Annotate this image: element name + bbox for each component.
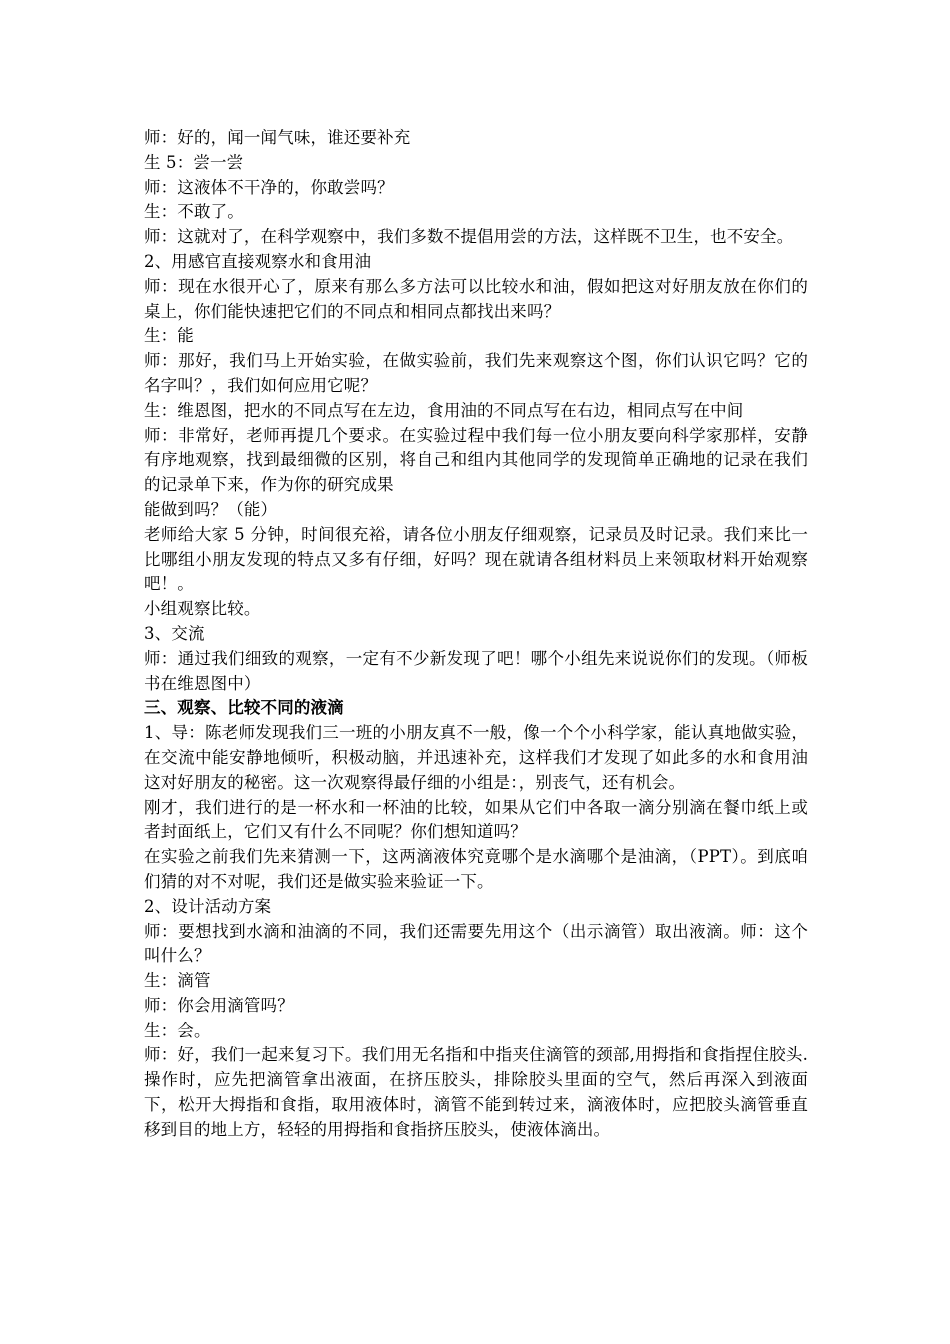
subsection-title: 2、用感官直接观察水和食用油 — [144, 251, 372, 271]
body-paragraph: 老师给大家 5 分钟，时间很充裕，请各位小朋友仔细观察，记录员及时记录。我们来比一比哪组小朋友发现的特点又多有仔细，好吗？现在就请各组材料员上来领取材料开始观察吧！。 — [144, 524, 808, 594]
subsection-title: 2、设计活动方案 — [144, 896, 272, 916]
dialogue-line: 生：滴管 — [144, 971, 211, 991]
dialogue-line: 生 5：尝一尝 — [144, 152, 244, 172]
section-heading: 三、观察、比较不同的液滴 — [144, 698, 344, 718]
body-paragraph: 小组观察比较。 — [144, 599, 261, 619]
dialogue-line: 师：要想找到水滴和油滴的不同，我们还需要先用这个（出示滴管）取出液滴。师：这个叫什么？ — [144, 921, 808, 966]
subsection-title: 3、交流 — [144, 623, 205, 643]
dialogue-line: 师：非常好，老师再提几个要求。在实验过程中我们每一位小朋友要向科学家那样，安静有序地观察，找到最细微的区别，将自己和组内其他同学的发现简单正确地的记录在我们的记录单下来，作为你的研究成果 — [144, 425, 808, 495]
dialogue-line: 师：你会用滴管吗？ — [144, 995, 294, 1015]
dialogue-line: 师：那好，我们马上开始实验，在做实验前，我们先来观察这个图，你们认识它吗？它的名字叫？，我们如何应用它呢？ — [144, 351, 808, 395]
dialogue-line: 师：这就对了，在科学观察中，我们多数不提倡用尝的方法，这样既不卫生，也不安全。 — [144, 227, 794, 247]
document-page — [144, 126, 808, 1143]
body-paragraph: 1、导：陈老师发现我们三一班的小朋友真不一般，像一个个小科学家，能认真地做实验，在交流中能安静地倾听，积极动脑，并迅速补充，这样我们才发现了如此多的水和食用油这对好朋友的秘密。这一次观察得最仔细的小组是：，别丧气，还有机会。 — [144, 723, 808, 792]
dialogue-line: 能做到吗？（能） — [144, 499, 278, 519]
body-paragraph: 在实验之前我们先来猜测一下，这两滴液体究竟哪个是水滴哪个是油滴，（PPT）。到底咱们猜的对不对呢，我们还是做实验来验证一下。 — [144, 847, 808, 891]
dialogue-line: 生：维恩图，把水的不同点写在左边，食用油的不同点写在右边，相同点写在中间 — [144, 400, 744, 420]
dialogue-line: 生：会。 — [144, 1020, 211, 1040]
dialogue-line: 生：能 — [144, 326, 194, 346]
dialogue-line: 师：好的，闻一闻气味，谁还要补充 — [144, 128, 411, 147]
body-paragraph: 刚才，我们进行的是一杯水和一杯油的比较，如果从它们中各取一滴分别滴在餐巾纸上或者封面纸上，它们又有什么不同呢？你们想知道吗？ — [144, 797, 808, 842]
dialogue-line: 师：通过我们细致的观察，一定有不少新发现了吧！哪个小组先来说说你们的发现。（师板书在维恩图中） — [144, 648, 808, 693]
dialogue-line: 师：好，我们一起来复习下。我们用无名指和中指夹住滴管的颈部,用拇指和食指捏住胶头. 操作时，应先把滴管拿出液面，在挤压胶头，排除胶头里面的空气，然后再深入到液面下，松开大拇指和食指，取用液体时，滴管不能到转过来，滴液体时，应把胶头滴管垂直移到目的地上方，轻轻的用拇指和食指挤压胶头，使液体滴出。 — [144, 1045, 808, 1139]
dialogue-line: 生：不敢了。 — [144, 202, 244, 222]
dialogue-line: 师：这液体不干净的，你敢尝吗？ — [144, 177, 394, 197]
dialogue-line: 师：现在水很开心了，原来有那么多方法可以比较水和油，假如把这对好朋友放在你们的桌上，你们能快速把它们的不同点和相同点都找出来吗？ — [144, 276, 808, 321]
